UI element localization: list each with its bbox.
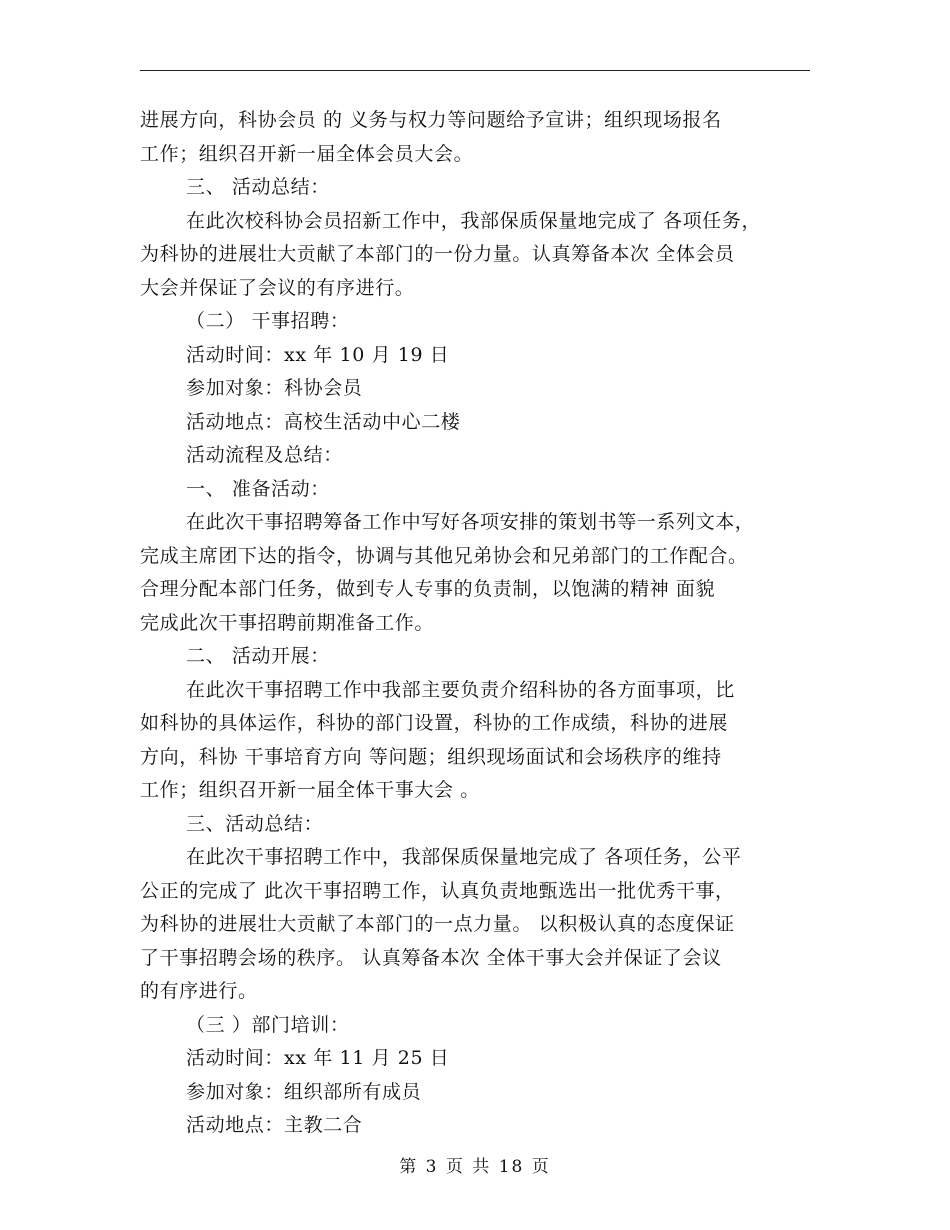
text-line: 公正的完成了 此次干事招聘工作，认真负责地甄选出一批优秀干事， — [140, 879, 735, 902]
text-line: 为科协的进展壮大贡献了本部门的一份力量。认真筹备本次 全体会员 — [140, 243, 735, 265]
text-line: 为科协的进展壮大贡献了本部门的一点力量。 以积极认真的态度保证 — [140, 913, 735, 935]
text-line: 进展方向，科协会员 的 义务与权力等问题给予宣讲；组织现场报名 — [140, 109, 722, 131]
text-line: 活动时间：xx 年 10 月 19 日 — [186, 343, 450, 366]
section-heading: 三、活动总结： — [186, 812, 324, 835]
text-line: 在此次干事招聘工作中我部主要负责介绍科协的各方面事项，比 — [186, 678, 735, 701]
text-line: 在此次干事招聘筹备工作中写好各项安排的策划书等一系列文本， — [186, 511, 755, 533]
text-line: 的有序进行。 — [140, 980, 258, 1002]
text-line: 活动流程及总结： — [186, 444, 343, 466]
text-line: 在此次校科协会员招新工作中，我部保质保量地完成了 各项任务， — [186, 209, 762, 232]
text-line: 活动地点：主教二合 — [186, 1114, 363, 1136]
text-line: 完成此次干事招聘前期准备工作。 — [140, 611, 435, 634]
section-heading: （三 ）部门培训： — [186, 1013, 350, 1036]
text-line: 完成主席团下达的指令，协调与其他兄弟协会和兄弟部门的工作配合。 — [140, 544, 748, 567]
text-line: 工作；组织召开新一届全体会员大会。 — [140, 142, 474, 165]
document-body — [140, 104, 820, 1143]
text-line: 在此次干事招聘工作中，我部保质保量地完成了 各项任务，公平 — [186, 846, 742, 868]
text-line: 了干事招聘会场的秩序。 认真筹备本次 全体干事大会并保证了会议 — [140, 946, 722, 969]
section-heading: 一、 准备活动： — [186, 477, 330, 500]
text-line: 活动地点：高校生活动中心二楼 — [186, 410, 461, 433]
page-number-footer: 第 3 页 共 18 页 — [399, 1157, 551, 1177]
text-line: 方向，科协 干事培育方向 等问题；组织现场面试和会场秩序的维持 — [140, 745, 722, 768]
text-line: 如科协的具体运作，科协的部门设置，科协的工作成绩，科协的进展 — [140, 712, 729, 734]
header-rule — [140, 70, 810, 71]
text-line: 大会并保证了会议的有序进行。 — [140, 276, 415, 299]
text-line: 工作；组织召开新一届全体干事大会 。 — [140, 779, 480, 801]
text-line: 合理分配本部门任务，做到专人专事的负责制，以饱满的精神 面貌 — [140, 578, 716, 600]
text-line: 参加对象：组织部所有成员 — [186, 1080, 422, 1103]
text-line: 参加对象：科协会员 — [186, 377, 363, 399]
text-line: 活动时间：xx 年 11 月 25 日 — [186, 1047, 450, 1069]
section-heading: （二） 干事招聘： — [186, 310, 350, 332]
section-heading: 二、 活动开展： — [186, 645, 330, 667]
section-heading: 三、 活动总结： — [186, 176, 330, 198]
